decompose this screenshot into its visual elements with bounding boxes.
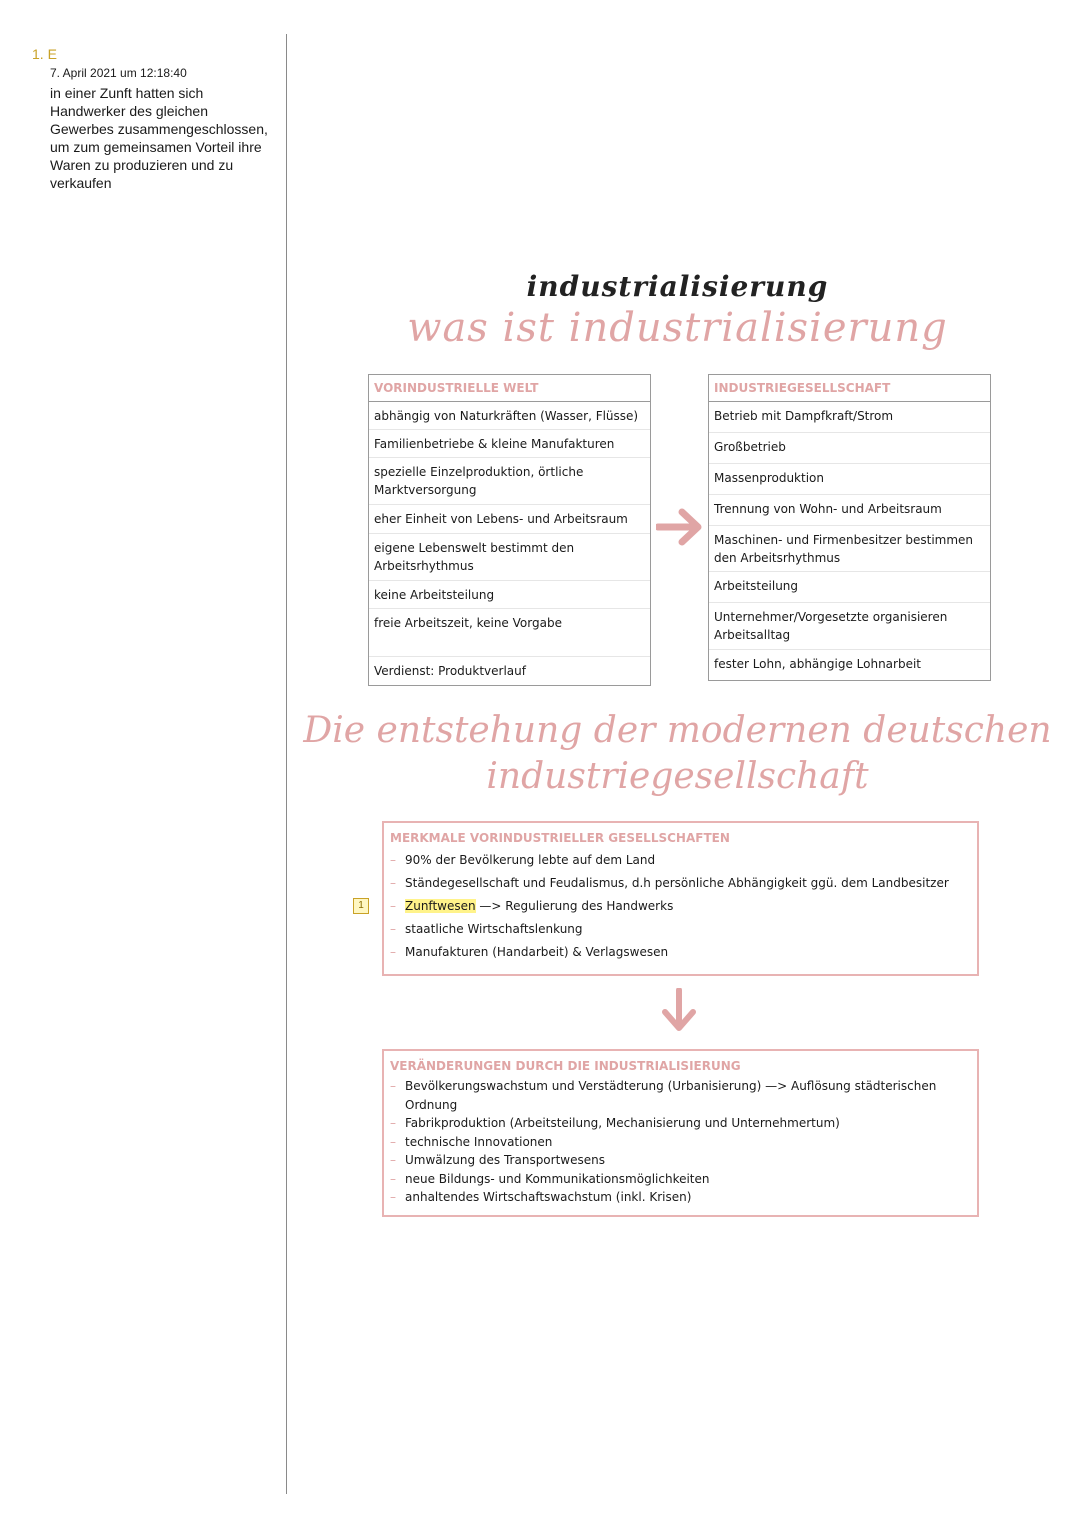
list-item: Verdienst: Produktverlauf — [374, 664, 526, 678]
list-item: Massenproduktion — [709, 464, 990, 495]
annotation-date: 7. April 2021 um 12:18:40 — [50, 66, 187, 80]
features-header: MERKMALE VORINDUSTRIELLER GESELLSCHAFTEN — [390, 831, 730, 845]
list-item: Familienbetriebe & kleine Manufakturen — [369, 430, 650, 458]
section-title: Die entstehung der modernen deutschen industriegesellschaft — [303, 710, 1052, 797]
annotation-marker[interactable]: 1 — [353, 898, 369, 914]
list-item: – 90% der Bevölkerung lebte auf dem Land — [390, 849, 971, 872]
list-item: Trennung von Wohn- und Arbeitsraum — [709, 495, 990, 526]
preindustrial-header: VORINDUSTRIELLE WELT — [369, 375, 650, 402]
list-item: – technische Innovationen — [390, 1133, 971, 1152]
annotation-title[interactable]: 1. E — [32, 46, 57, 62]
industrial-header: INDUSTRIEGESELLSCHAFT — [709, 375, 990, 402]
changes-box — [382, 1049, 979, 1217]
list-item: Arbeitsteilung — [709, 572, 990, 603]
annotation-panel — [32, 46, 272, 192]
list-item: Maschinen- und Firmenbesitzer bestimmen den Arbeitsrhythmus — [709, 526, 990, 572]
highlighted-term[interactable]: Zunftwesen — [405, 899, 476, 913]
list-item: Betrieb mit Dampfkraft/Strom — [709, 402, 990, 433]
highlighted-rest: —> Regulierung des Handwerks — [479, 899, 674, 913]
list-item: – staatliche Wirtschaftslenkung — [390, 918, 971, 941]
list-item: – Fabrikproduktion (Arbeitsteilung, Mechanisierung und Unternehmertum) — [390, 1114, 971, 1133]
list-item: – neue Bildungs- und Kommunikationsmöglichkeiten — [390, 1170, 971, 1189]
list-item: eigene Lebenswelt bestimmt den Arbeitsrhythmus — [369, 534, 650, 581]
main-title: industrialisierung — [526, 270, 829, 303]
list-item: freie Arbeitszeit, keine Vorgabe — [369, 609, 650, 657]
list-item: – Bevölkerungswachstum und Verstädterung (Urbanisierung) —> Auflösung städterischen Ordnung — [390, 1077, 971, 1114]
list-item: – Manufakturen (Handarbeit) & Verlagswesen — [390, 941, 971, 964]
list-item: keine Arbeitsteilung — [369, 581, 650, 609]
arrow-right-icon — [656, 508, 704, 546]
list-item: Großbetrieb — [709, 433, 990, 464]
subtitle: was ist industrialisierung — [407, 305, 948, 351]
industrial-box — [708, 374, 991, 681]
list-item: fester Lohn, abhängige Lohnarbeit — [714, 657, 922, 671]
list-item: eher Einheit von Lebens- und Arbeitsraum — [369, 505, 650, 534]
list-item: – anhaltendes Wirtschaftswachstum (inkl. Krisen) — [390, 1188, 971, 1207]
list-item: – Ständegesellschaft und Feudalismus, d.h persönliche Abhängigkeit ggü. dem Landbesitzer — [390, 872, 971, 895]
changes-header: VERÄNDERUNGEN DURCH DIE INDUSTRIALISIERUNG — [390, 1059, 741, 1073]
list-item-highlighted — [390, 895, 971, 918]
arrow-down-icon — [661, 988, 697, 1034]
features-box — [382, 821, 979, 976]
list-item: Unternehmer/Vorgesetzte organisieren Arbeitsalltag — [709, 603, 990, 650]
list-item: abhängig von Naturkräften (Wasser, Flüsse) — [369, 402, 650, 430]
list-item: – Umwälzung des Transportwesens — [390, 1151, 971, 1170]
annotation-text: in einer Zunft hatten sich Handwerker des gleichen Gewerbes zusammengeschlossen, um zum gemeinsamen Vorteil ihre Waren zu produzieren und zu verkaufen — [50, 85, 268, 191]
preindustrial-box — [368, 374, 651, 686]
list-item: spezielle Einzelproduktion, örtliche Marktversorgung — [369, 458, 650, 505]
